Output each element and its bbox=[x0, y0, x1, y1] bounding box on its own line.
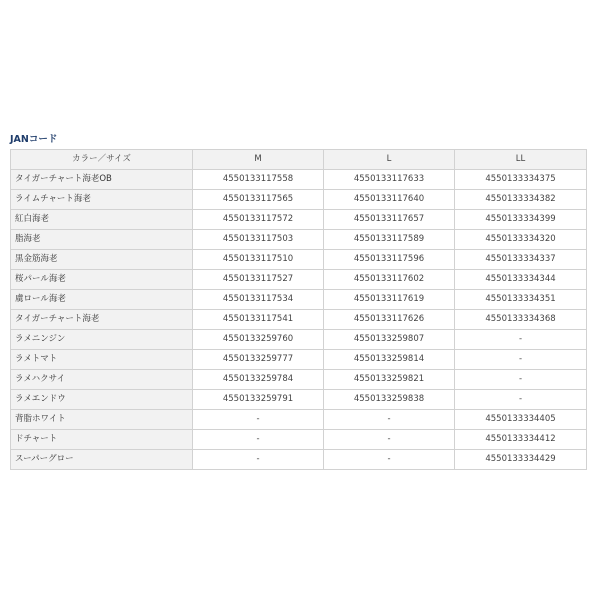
table-row bbox=[11, 310, 587, 330]
jan-code-cell-m: 4550133117503 bbox=[193, 230, 324, 250]
color-name-cell: 背脂ホワイト bbox=[11, 410, 193, 430]
jan-code-cell-l: 4550133259821 bbox=[324, 370, 455, 390]
jan-code-cell-m: 4550133117541 bbox=[193, 310, 324, 330]
color-name-cell: タイガーチャート海老OB bbox=[11, 170, 193, 190]
jan-code-cell-m: 4550133117558 bbox=[193, 170, 324, 190]
jan-code-cell-l: 4550133117589 bbox=[324, 230, 455, 250]
jan-code-cell-l: 4550133117596 bbox=[324, 250, 455, 270]
jan-code-cell-m: 4550133259777 bbox=[193, 350, 324, 370]
jan-code-cell-l: 4550133259807 bbox=[324, 330, 455, 350]
jan-code-cell-ll: 4550133334412 bbox=[455, 430, 587, 450]
color-name-cell: ドチャート bbox=[11, 430, 193, 450]
table-row bbox=[11, 190, 587, 210]
table-row bbox=[11, 390, 587, 410]
jan-code-cell-m: 4550133117510 bbox=[193, 250, 324, 270]
jan-code-cell-l: - bbox=[324, 430, 455, 450]
jan-code-cell-ll: 4550133334368 bbox=[455, 310, 587, 330]
jan-code-cell-l: 4550133117633 bbox=[324, 170, 455, 190]
color-name-cell: ラメトマト bbox=[11, 350, 193, 370]
jan-code-cell-m: 4550133117527 bbox=[193, 270, 324, 290]
color-name-cell: タイガーチャート海老 bbox=[11, 310, 193, 330]
jan-code-cell-ll: 4550133334405 bbox=[455, 410, 587, 430]
color-name-cell: ライムチャート海老 bbox=[11, 190, 193, 210]
jan-code-cell-l: 4550133117640 bbox=[324, 190, 455, 210]
table-row bbox=[11, 330, 587, 350]
table-body bbox=[11, 170, 587, 470]
jan-code-cell-l: 4550133117626 bbox=[324, 310, 455, 330]
jan-code-cell-ll: 4550133334344 bbox=[455, 270, 587, 290]
table-row bbox=[11, 450, 587, 470]
color-name-cell: ラメニンジン bbox=[11, 330, 193, 350]
jan-code-cell-ll: 4550133334382 bbox=[455, 190, 587, 210]
table-row bbox=[11, 410, 587, 430]
color-name-cell: 桜パール海老 bbox=[11, 270, 193, 290]
section-title: JANコード bbox=[10, 134, 58, 145]
header-size-ll: LL bbox=[455, 150, 587, 170]
table-row bbox=[11, 290, 587, 310]
jan-code-cell-ll: 4550133334351 bbox=[455, 290, 587, 310]
color-name-cell: 脂海老 bbox=[11, 230, 193, 250]
table-row bbox=[11, 250, 587, 270]
table-row bbox=[11, 230, 587, 250]
jan-code-cell-m: 4550133259784 bbox=[193, 370, 324, 390]
jan-code-cell-l: - bbox=[324, 450, 455, 470]
table-header-row bbox=[11, 150, 587, 170]
jan-code-cell-m: 4550133259791 bbox=[193, 390, 324, 410]
jan-code-cell-ll: - bbox=[455, 330, 587, 350]
jan-code-cell-ll: 4550133334399 bbox=[455, 210, 587, 230]
jan-code-cell-m: 4550133117565 bbox=[193, 190, 324, 210]
jan-code-cell-ll: 4550133334375 bbox=[455, 170, 587, 190]
jan-code-cell-m: - bbox=[193, 450, 324, 470]
header-color-size: カラー／サイズ bbox=[11, 150, 193, 170]
color-name-cell: 黒金筋海老 bbox=[11, 250, 193, 270]
jan-code-cell-l: 4550133117657 bbox=[324, 210, 455, 230]
jan-code-cell-m: - bbox=[193, 430, 324, 450]
jan-code-cell-l: 4550133117619 bbox=[324, 290, 455, 310]
jan-code-cell-ll: - bbox=[455, 390, 587, 410]
jan-code-cell-ll: 4550133334320 bbox=[455, 230, 587, 250]
header-size-m: M bbox=[193, 150, 324, 170]
color-name-cell: 虜ロール海老 bbox=[11, 290, 193, 310]
table-row bbox=[11, 210, 587, 230]
jan-code-cell-l: - bbox=[324, 410, 455, 430]
color-name-cell: スーパーグロー bbox=[11, 450, 193, 470]
jan-code-cell-m: 4550133117572 bbox=[193, 210, 324, 230]
jan-code-cell-ll: 4550133334337 bbox=[455, 250, 587, 270]
jan-code-cell-m: 4550133259760 bbox=[193, 330, 324, 350]
jan-code-cell-ll: 4550133334429 bbox=[455, 450, 587, 470]
jan-code-cell-m: - bbox=[193, 410, 324, 430]
color-name-cell: 紅白海老 bbox=[11, 210, 193, 230]
jan-code-table bbox=[10, 149, 587, 470]
jan-code-cell-ll: - bbox=[455, 350, 587, 370]
table-row bbox=[11, 270, 587, 290]
color-name-cell: ラメハクサイ bbox=[11, 370, 193, 390]
header-size-l: L bbox=[324, 150, 455, 170]
color-name-cell: ラメエンドウ bbox=[11, 390, 193, 410]
jan-code-cell-ll: - bbox=[455, 370, 587, 390]
jan-code-cell-m: 4550133117534 bbox=[193, 290, 324, 310]
table-row bbox=[11, 350, 587, 370]
table-row bbox=[11, 370, 587, 390]
table-row bbox=[11, 170, 587, 190]
jan-code-cell-l: 4550133259814 bbox=[324, 350, 455, 370]
jan-code-cell-l: 4550133259838 bbox=[324, 390, 455, 410]
jan-code-cell-l: 4550133117602 bbox=[324, 270, 455, 290]
table-row bbox=[11, 430, 587, 450]
